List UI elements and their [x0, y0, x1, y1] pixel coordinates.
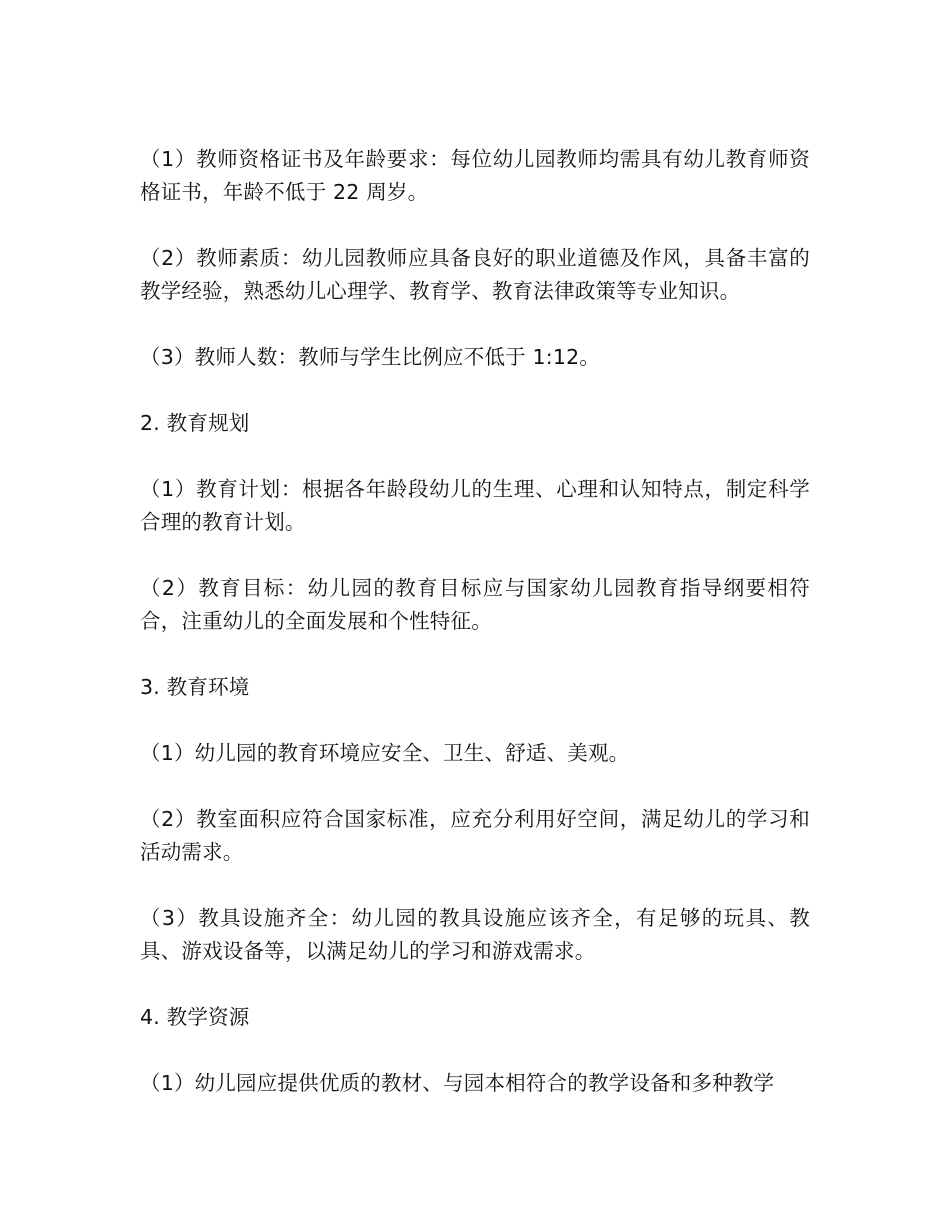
paragraph-education-plan: （1）教育计划：根据各年龄段幼儿的生理、心理和认知特点，制定科学合理的教育计划。: [140, 477, 810, 534]
paragraph-teaching-materials: （1）幼儿园应提供优质的教材、与园本相符合的教学设备和多种教学: [140, 1071, 775, 1095]
paragraph-teacher-qualification: （1）教师资格证书及年龄要求：每位幼儿园教师均需具有幼儿教育师资格证书，年龄不低于 22 周岁。: [140, 147, 810, 204]
paragraph-teacher-ratio: （3）教师人数：教师与学生比例应不低于 1:12。: [140, 345, 601, 369]
paragraph-teaching-facilities: （3）教具设施齐全：幼儿园的教具设施应该齐全，有足够的玩具、教具、游戏设备等，以满足幼儿的学习和游戏需求。: [140, 906, 810, 963]
section-heading-teaching-resources: 4. 教学资源: [140, 1005, 250, 1029]
paragraph-teacher-quality: （2）教师素质：幼儿园教师应具备良好的职业道德及作风，具备丰富的教学经验，熟悉幼儿心理学、教育学、教育法律政策等专业知识。: [140, 246, 810, 303]
paragraph-classroom-area: （2）教室面积应符合国家标准，应充分利用好空间，满足幼儿的学习和活动需求。: [140, 807, 810, 864]
document-body: [140, 143, 810, 1133]
paragraph-education-goals: （2）教育目标：幼儿园的教育目标应与国家幼儿园教育指导纲要相符合，注重幼儿的全面发展和个性特征。: [140, 576, 810, 633]
paragraph-environment-safety: （1）幼儿园的教育环境应安全、卫生、舒适、美观。: [140, 741, 630, 765]
section-heading-education-planning: 2. 教育规划: [140, 411, 250, 435]
section-heading-education-environment: 3. 教育环境: [140, 675, 250, 699]
